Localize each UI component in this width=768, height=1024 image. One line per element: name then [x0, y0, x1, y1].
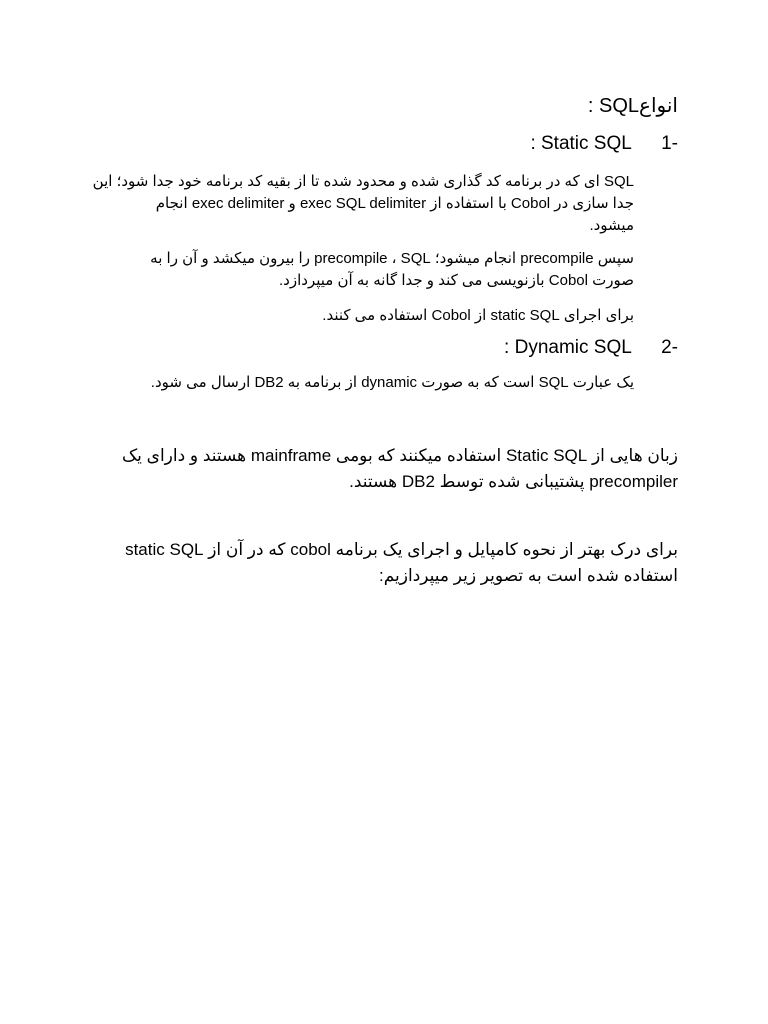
section-1-heading: [530, 133, 678, 155]
section-1-title: : Static SQL: [530, 133, 632, 154]
paragraph-line: جدا سازی در Cobol با استفاده از exec SQL delimiter و exec delimiter انجام: [155, 195, 634, 212]
section-2-title: : Dynamic SQL: [504, 337, 632, 358]
section-1-paragraph-1: [93, 171, 634, 237]
paragraph-line: زبان هایی از Static SQL استفاده میکنند که بومی mainframe هستند و دارای یک: [121, 446, 678, 465]
paragraph-line: برای درک بهتر از نحوه کامپایل و اجرای یک برنامه cobol که در آن از static SQL: [125, 540, 678, 559]
paragraph-line: برای اجرای static SQL از Cobol استفاده می کنند.: [322, 307, 634, 324]
paragraph-line: یک عبارت SQL است که به صورت dynamic از برنامه به DB2 ارسال می شود.: [150, 374, 634, 391]
paragraph-line: precompiler پشتیبانی شده توسط DB2 هستند.: [349, 472, 678, 491]
body-paragraph-2: [125, 537, 678, 589]
section-1-number: -1: [661, 133, 678, 154]
paragraph-line: سپس precompile انجام میشود؛ precompile ، SQL را بیرون میکشد و آن را به: [150, 250, 634, 267]
section-1-paragraph-2: [150, 248, 634, 292]
section-2-number: -2: [661, 337, 678, 358]
paragraph-line: میشود.: [589, 217, 634, 234]
section-2-paragraph-1: [151, 372, 634, 394]
paragraph-line: استفاده شده است به تصویر زیر میپردازیم:: [379, 566, 678, 585]
body-paragraph-1: [122, 443, 678, 495]
paragraph-line: SQL ای که در برنامه کد گذاری شده و محدود شده تا از بقیه کد برنامه خود جدا شود؛ این: [92, 173, 634, 190]
section-2-heading: [504, 337, 678, 359]
document-title: انواعSQL :: [587, 95, 678, 117]
section-1-paragraph-3: [322, 305, 634, 327]
paragraph-line: صورت Cobol بازنویسی می کند و جدا گانه به آن میپردازد.: [279, 272, 634, 289]
